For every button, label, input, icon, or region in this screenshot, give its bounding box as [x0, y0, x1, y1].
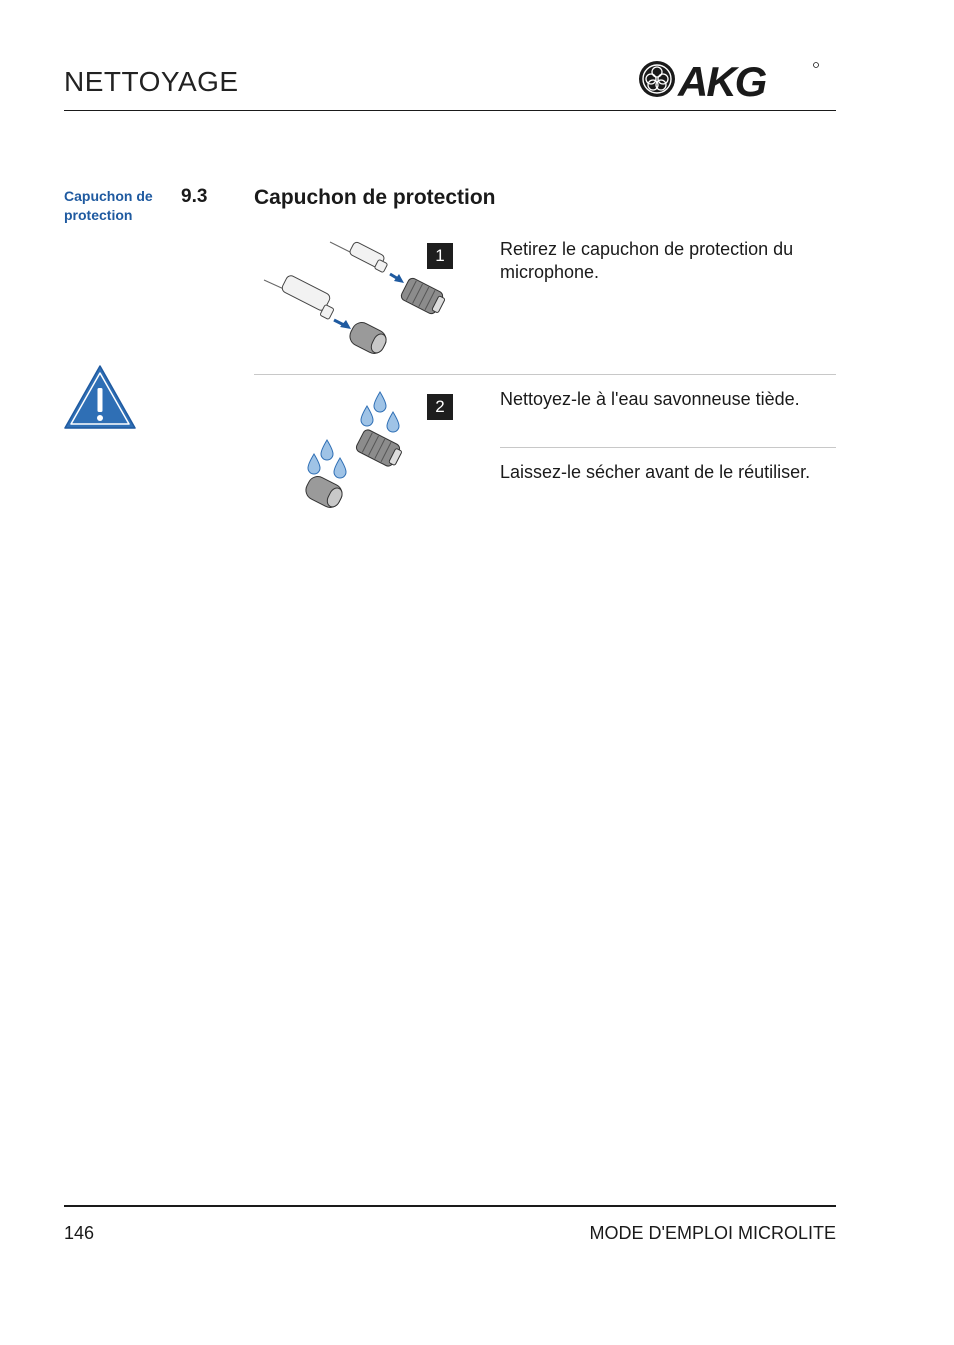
step-2-illustration — [300, 388, 420, 510]
step-2-number: 2 — [427, 394, 453, 420]
section-number: 9.3 — [181, 186, 208, 207]
side-label: Capuchon de protection — [64, 188, 153, 223]
footer-rule — [64, 1205, 836, 1207]
page-title: NETTOYAGE — [64, 66, 239, 97]
section-title: Capuchon de protection — [254, 186, 496, 209]
akg-logo-mark — [638, 58, 820, 100]
akg-logo — [638, 58, 820, 100]
step-1-number: 1 — [427, 243, 453, 269]
logo-text: AKG — [678, 58, 766, 100]
step-1-text: Retirez le capuchon de protection du microphone. — [500, 239, 794, 282]
step-divider — [254, 374, 836, 375]
manual-title: MODE D'EMPLOI MICROLITE — [589, 1223, 836, 1243]
page-number: 146 — [64, 1223, 95, 1243]
header-rule — [64, 110, 836, 111]
step-2-text: Nettoyez-le à l'eau savonneuse tiède. — [500, 389, 800, 409]
step-2-sub-text: Laissez-le sécher avant de le réutiliser. — [500, 462, 811, 482]
step-2-divider — [500, 447, 836, 448]
warning-triangle-icon — [63, 364, 137, 430]
